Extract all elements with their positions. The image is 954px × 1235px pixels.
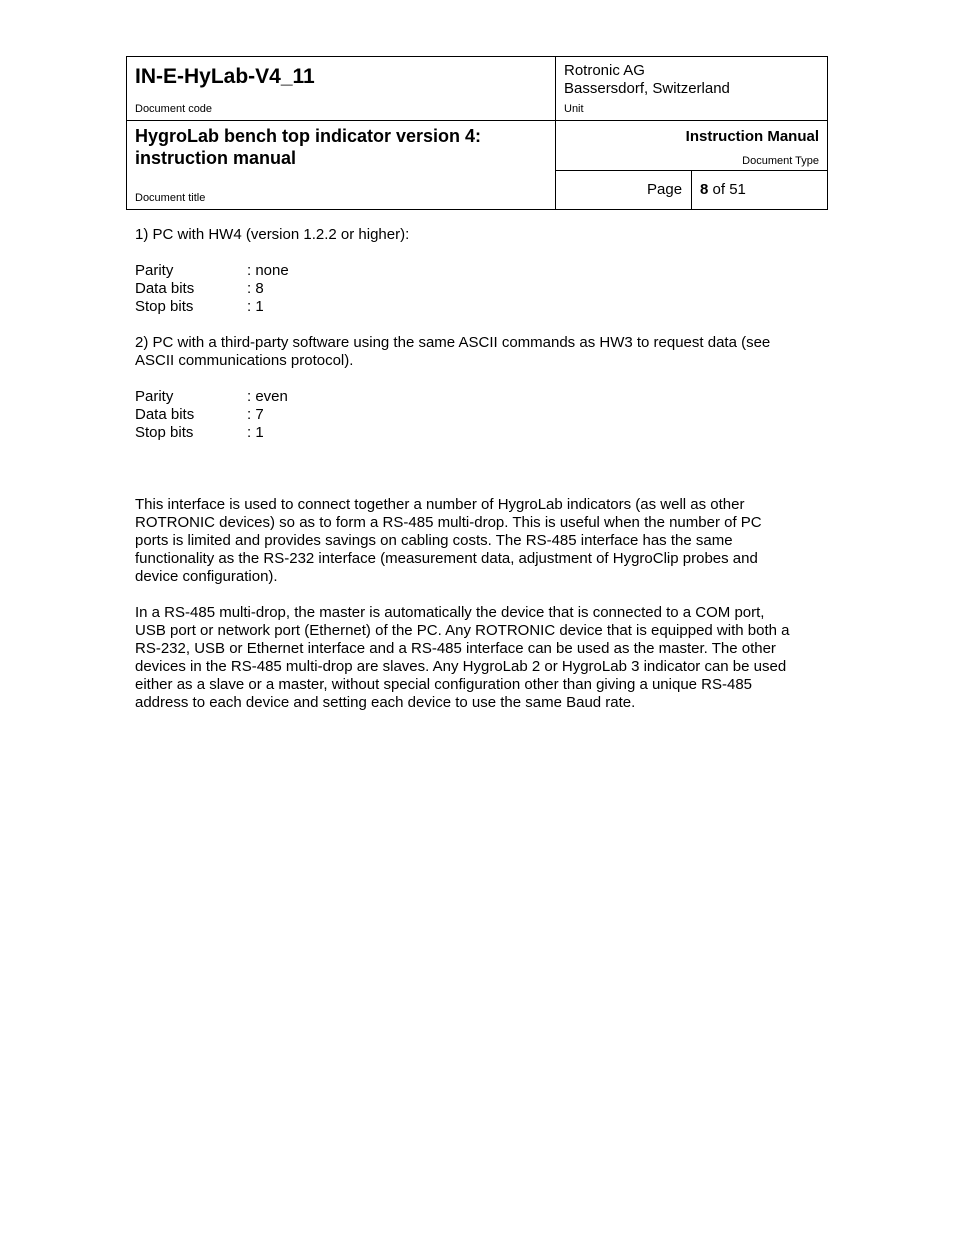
paragraph-line: In a RS-485 multi-drop, the master is automatically the device that is connected to a COM port, [135,604,765,621]
paragraph-line: ROTRONIC devices) so as to form a RS-485 multi-drop. This is useful when the number of PC [135,514,762,531]
paragraph-line: address to each device and setting each device to use the same Baud rate. [135,694,636,711]
param-value: : 1 [247,424,264,441]
paragraph-line: USB port or network port (Ethernet) of the PC. Any ROTRONIC device that is equipped with both a [135,622,790,639]
paragraph-line: functionality as the RS-232 interface (measurement data, adjustment of HygroClip probes and [135,550,758,567]
param-value: : 1 [247,298,264,315]
paragraph-line: device configuration). [135,568,278,585]
page-cell-divider [691,171,692,209]
unit-label: Unit [564,103,584,115]
param-value: : even [247,388,288,405]
paragraph-line: This interface is used to connect together a number of HygroLab indicators (as well as other [135,496,745,513]
param-key: Parity [135,388,174,405]
param-row [135,280,825,298]
param-key: Parity [135,262,174,279]
unit-company: Rotronic AG [564,62,645,79]
param-key: Data bits [135,280,195,297]
param-value: : 8 [247,280,264,297]
unit-location: Bassersdorf, Switzerland [564,80,730,97]
page-number [700,181,746,198]
section2-heading-line1: 2) PC with a third-party software using the same ASCII commands as HW3 to request data (see [135,334,771,351]
param-key: Data bits [135,406,195,423]
param-value: : 7 [247,406,264,423]
document-type-label: Document Type [742,155,819,167]
param-row [135,424,825,442]
param-row [135,298,825,316]
document-type: Instruction Manual [685,128,819,145]
document-title-line2: instruction manual [135,148,297,168]
page-current: 8 [700,181,709,198]
paragraph-line: either as a slave or a master, without special configuration other than giving a unique RS-485 [135,676,753,693]
param-row [135,262,825,280]
param-row [135,406,825,424]
document-title-label: Document title [135,192,206,204]
paragraph-line: ports is limited and provides savings on cabling costs. The RS-485 interface has the same [135,532,733,549]
document-code: IN-E-HyLab-V4_11 [135,65,315,88]
section2-heading-line2: ASCII communications protocol). [135,352,354,369]
document-header-table [126,56,828,210]
document-body [135,226,825,712]
param-row [135,388,825,406]
page-label: Page [647,181,683,198]
page-total: of 51 [712,181,746,198]
paragraph-line: devices in the RS-485 multi-drop are slaves. Any HygroLab 2 or HygroLab 3 indicator can be used [135,658,787,675]
param-key: Stop bits [135,424,194,441]
document-code-label: Document code [135,103,213,115]
param-key: Stop bits [135,298,194,315]
document-title-line1: HygroLab bench top indicator version 4: [135,126,482,146]
header-divider-horizontal [127,120,827,121]
header-divider-vertical [555,57,556,209]
param-value: : none [247,262,289,279]
paragraph-line: RS-232, USB or Ethernet interface and a RS-485 interface can be used as the master. The other [135,640,776,657]
section1-heading: 1) PC with HW4 (version 1.2.2 or higher): [135,226,410,243]
